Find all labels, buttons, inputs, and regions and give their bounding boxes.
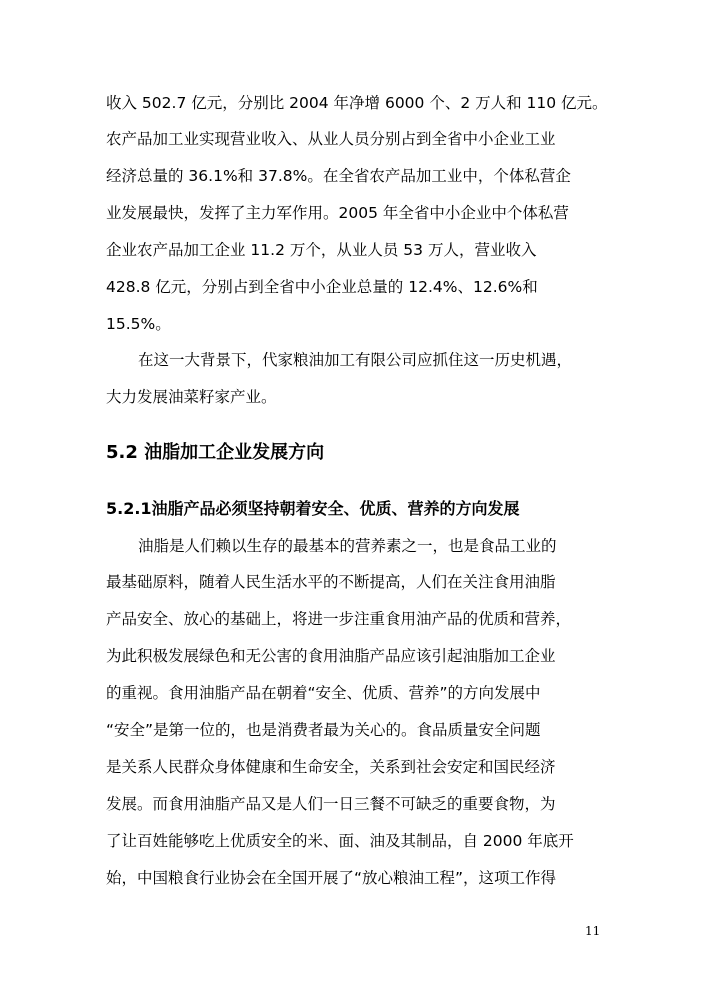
text-line: 业发展最快，发挥了主力军作用。2005 年全省中小企业中个体私营 <box>106 204 569 222</box>
text-line: 企业农产品加工企业 11.2 万个，从业人员 53 万人，营业收入 <box>106 241 537 259</box>
text-line: 农产品加工业实现营业收入、从业人员分别占到全省中小企业工业 <box>106 130 556 148</box>
text-line: 最基础原料，随着人民生活水平的不断提高，人们在关注食用油脂 <box>106 573 556 591</box>
text-line: 428.8 亿元，分别占到全省中小企业总量的 12.4%、12.6%和 <box>106 278 538 296</box>
text-line: 了让百姓能够吃上优质安全的米、面、油及其制品，自 2000 年底开 <box>106 832 574 850</box>
text-line: 收入 502.7 亿元，分别比 2004 年净增 6000 个、2 万人和 110 亿元。 <box>106 94 608 112</box>
text-line: 产品安全、放心的基础上，将进一步注重食用油产品的优质和营养， <box>106 610 572 628</box>
text-line: 15.5%。 <box>106 315 171 333</box>
text-line: 在这一大背景下，代家粮油加工有限公司应抓住这一历史机遇， <box>138 351 573 369</box>
subsection-heading: 5.2.1油脂产品必须坚持朝着安全、优质、营养的方向发展 <box>106 499 520 518</box>
text-line: 是关系人民群众身体健康和生命安全，关系到社会安定和国民经济 <box>106 758 556 776</box>
text-line: 的重视。食用油脂产品在朝着“安全、优质、营养”的方向发展中 <box>106 684 541 702</box>
page-number: 11 <box>585 924 601 938</box>
text-line: 始，中国粮食行业协会在全国开展了“放心粮油工程”，这项工作得 <box>106 869 557 887</box>
text-line: 为此积极发展绿色和无公害的食用油脂产品应该引起油脂加工企业 <box>106 647 556 665</box>
text-line: 发展。而食用油脂产品又是人们一日三餐不可缺乏的重要食物，为 <box>106 795 556 813</box>
text-line: 经济总量的 36.1%和 37.8%。在全省农产品加工业中，个体私营企 <box>106 167 571 185</box>
text-line: “安全”是第一位的，也是消费者最为关心的。食品质量安全问题 <box>106 721 541 739</box>
section-heading: 5.2 油脂加工企业发展方向 <box>106 442 325 463</box>
text-line: 油脂是人们赖以生存的最基本的营养素之一，也是食品工业的 <box>138 537 557 555</box>
text-line: 大力发展油菜籽家产业。 <box>106 388 277 406</box>
